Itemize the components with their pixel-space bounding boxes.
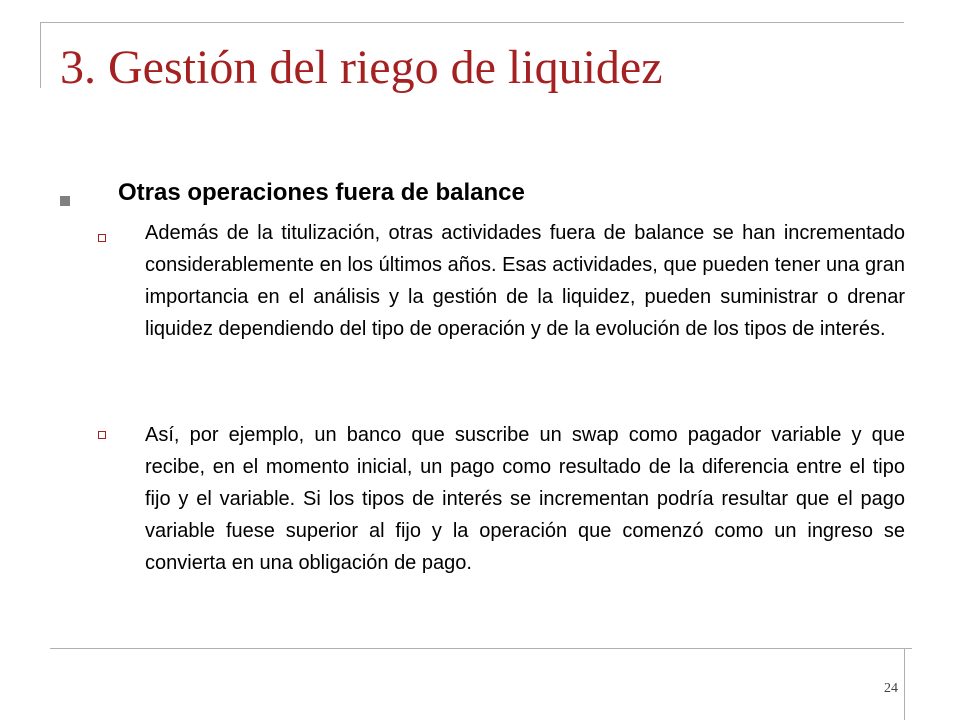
section-heading: Otras operaciones fuera de balance	[118, 179, 525, 206]
frame-line-bottom	[50, 648, 912, 649]
bullet-paragraph-1: Además de la titulización, otras actividades fuera de balance se han incrementado considerablemente en los últimos años. Esas actividades, que pueden tener una gran importancia en el análisis y la gestión de la liquidez, pueden suministrar o drenar liquidez dependiendo del tipo de operación y de la evolución de los tipos de interés.	[145, 222, 905, 340]
hollow-square-bullet-icon	[98, 431, 106, 439]
bullet-paragraph-2: Así, por ejemplo, un banco que suscribe un swap como pagador variable y que recibe, en el momento inicial, un pago como resultado de la diferencia entre el tipo fijo y el variable. Si los tipos de interés se incrementan podría resultar que el pago variable fuese superior al fijo y la operación que comenzó como un ingreso se convierta en una obligación de pago.	[145, 424, 905, 574]
hollow-square-bullet-icon	[98, 234, 106, 242]
page-number: 24	[884, 681, 898, 696]
frame-line-left	[40, 22, 41, 88]
frame-line-top	[40, 22, 904, 23]
slide-title: 3. Gestión del riego de liquidez	[60, 41, 663, 94]
square-bullet-icon	[60, 196, 70, 206]
frame-line-right	[904, 648, 905, 720]
